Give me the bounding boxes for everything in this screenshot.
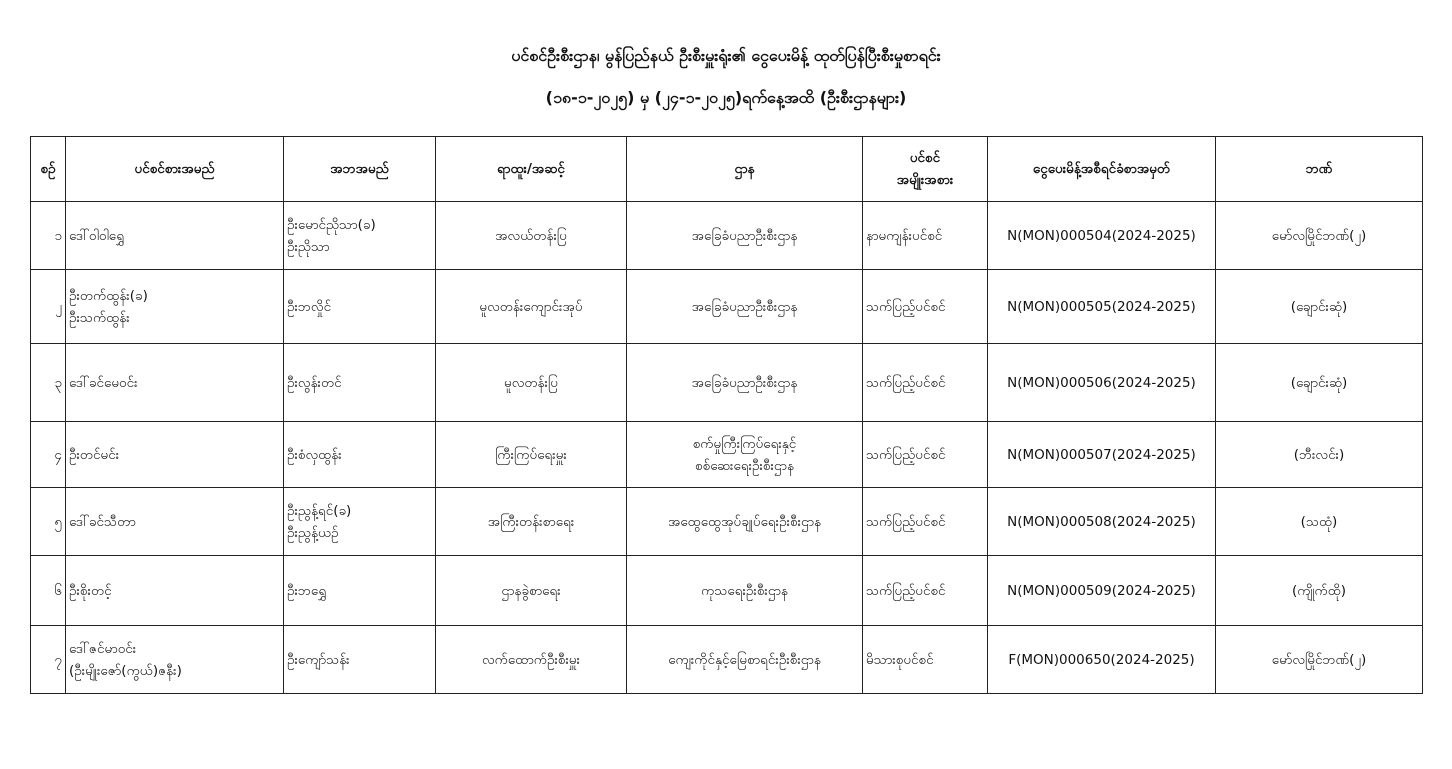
cell-bank: (သထုံ) [1216,488,1423,556]
cell-father-name-line: ဦးညွန့်ရင်(ခ) [287,502,352,519]
cell-father-name [284,344,436,422]
header-no: စဉ် [31,137,66,202]
table-body [31,202,1423,694]
cell-department-line: အထွေထွေအုပ်ချုပ်ရေးဦးစီးဌာန [667,513,822,530]
cell-no: ၅ [31,488,66,556]
header-pension-type-line2: အမျိုးအစား [896,172,954,188]
cell-rank: ကြီးကြပ်ရေးမှူး [436,422,627,488]
cell-department [627,626,863,694]
cell-father-name-line: ဦးလွန်းတင် [287,374,342,391]
cell-pension-type: မိသားစုပင်စင် [863,626,988,694]
cell-pensioner-name-line: ဒေါ်ဇင်မာဝင်း [69,640,137,657]
cell-rank: အကြီးတန်းစာရေး [436,488,627,556]
table-row [31,422,1423,488]
cell-pensioner-name [66,202,284,270]
table-row [31,488,1423,556]
cell-pensioner-name-line: ဒေါ်ဝါဝါရွှေ [69,227,125,244]
cell-father-name-line: ဦးကျော်သန်း [287,651,350,668]
cell-department-line: ကျေးကိုင်နှင့်မြေစာရင်းဦးစီးဌာန [668,651,821,668]
cell-no: ၇ [31,626,66,694]
cell-pension-type: နာမကျန်းပင်စင် [863,202,988,270]
cell-no: ၄ [31,422,66,488]
cell-pension-type: သက်ပြည့်ပင်စင် [863,270,988,344]
cell-department-line: ကုသရေးဦးစီးဌာန [701,582,788,599]
cell-rank: မူလတန်းပြ [436,344,627,422]
cell-father-name [284,626,436,694]
cell-department [627,556,863,626]
cell-pensioner-name-line: ဦးတင်မင်း [69,446,120,463]
cell-pensioner-name [66,626,284,694]
cell-father-name [284,488,436,556]
cell-department-line: အခြေခံပညာဦးစီးဌာန [691,227,798,244]
cell-order-number: N(MON)000505(2024-2025) [988,270,1216,344]
cell-department-line: အခြေခံပညာဦးစီးဌာန [691,374,798,391]
cell-father-name-line: ဦးညိုသာ [287,238,330,255]
cell-department-line: စက်မှုကြီးကြပ်ရေးနှင့် [692,435,797,452]
cell-father-name-line: ဦးဘလှိုင် [287,298,332,315]
cell-no: ၃ [31,344,66,422]
header-pension-type-line1: ပင်စင် [909,150,941,166]
report-title: ပင်စင်ဦးစီးဌာန၊ မွန်ပြည်နယ် ဦးစီးမှူးရုံး၏ ငွေပေးမိန့် ထုတ်ပြန်ပြီးစီးမှုစာရင်း [511,46,941,65]
cell-father-name-line: ဦးဘရွှေ [287,582,327,599]
cell-pensioner-name-line: ဦးစိုးတင့် [69,582,112,599]
cell-pensioner-name-line: ဒေါ်ခင်မေဝင်း [69,374,138,391]
cell-father-name [284,270,436,344]
cell-rank: မူလတန်းကျောင်းအုပ် [436,270,627,344]
cell-bank: (ချောင်းဆုံ) [1216,270,1423,344]
header-bank: ဘဏ် [1216,137,1423,202]
cell-no: ၆ [31,556,66,626]
cell-department [627,202,863,270]
report-date-range: (၁၈-၁-၂၀၂၅) မှ (၂၄-၁-၂၀၂၅)ရက်နေ့အထိ (ဦးစီးဌာနများ) [545,88,907,107]
cell-order-number: N(MON)000507(2024-2025) [988,422,1216,488]
cell-no: ၂ [31,270,66,344]
cell-department [627,344,863,422]
cell-pensioner-name [66,344,284,422]
cell-father-name [284,422,436,488]
table-row [31,626,1423,694]
cell-department [627,270,863,344]
table-row [31,202,1423,270]
cell-department-line: အခြေခံပညာဦးစီးဌာန [691,298,798,315]
cell-pensioner-name-line: ဒေါ်ခင်သီတာ [69,513,136,530]
table-row [31,344,1423,422]
cell-pensioner-name [66,488,284,556]
pension-order-table [30,136,1423,694]
cell-pension-type: သက်ပြည့်ပင်စင် [863,488,988,556]
cell-pensioner-name-line: ဦးသက်ထွန်း [69,309,130,326]
cell-bank: (ကျိုက်ထို) [1216,556,1423,626]
cell-pension-type: သက်ပြည့်ပင်စင် [863,422,988,488]
table-row [31,270,1423,344]
cell-order-number: N(MON)000509(2024-2025) [988,556,1216,626]
cell-order-number: F(MON)000650(2024-2025) [988,626,1216,694]
header-department: ဌာန [627,137,863,202]
header-father-name: အဘအမည် [284,137,436,202]
cell-rank: အလယ်တန်းပြ [436,202,627,270]
cell-father-name [284,202,436,270]
header-pension-type [863,137,988,202]
cell-father-name [284,556,436,626]
cell-order-number: N(MON)000508(2024-2025) [988,488,1216,556]
cell-pensioner-name-line: (ဦးမျိုးဇော်(ကွယ်)ဇနီး) [69,662,182,679]
cell-pensioner-name [66,422,284,488]
cell-father-name-line: ဦးစံလှထွန်း [287,446,342,463]
header-rank: ရာထူး/အဆင့် [436,137,627,202]
cell-rank: ဌာနခွဲစာရေး [436,556,627,626]
cell-order-number: N(MON)000504(2024-2025) [988,202,1216,270]
table-row [31,556,1423,626]
cell-pensioner-name [66,556,284,626]
cell-pensioner-name [66,270,284,344]
cell-pensioner-name-line: ဦးတက်ထွန်း(ခ) [69,287,148,304]
cell-father-name-line: ဦးမောင်ညိုသာ(ခ) [287,216,376,233]
cell-pension-type: သက်ပြည့်ပင်စင် [863,344,988,422]
cell-father-name-line: ဦးညွန့်ယဉ် [287,524,339,541]
header-pensioner-name: ပင်စင်စားအမည် [66,137,284,202]
cell-order-number: N(MON)000506(2024-2025) [988,344,1216,422]
cell-rank: လက်ထောက်ဦးစီးမှူး [436,626,627,694]
cell-bank: (ချောင်းဆုံ) [1216,344,1423,422]
cell-pension-type: သက်ပြည့်ပင်စင် [863,556,988,626]
cell-bank: မော်လမြိုင်ဘဏ်(၂) [1216,202,1423,270]
table-header-row [31,137,1423,202]
cell-bank: (ဘီးလင်း) [1216,422,1423,488]
cell-no: ၁ [31,202,66,270]
cell-department-line: စစ်ဆေးရေးဦးစီးဌာန [695,457,794,474]
cell-department [627,422,863,488]
cell-department [627,488,863,556]
header-order-number: ငွေပေးမိန့်အစီရင်ခံစာအမှတ် [988,137,1216,202]
cell-bank: မော်လမြိုင်ဘဏ်(၂) [1216,626,1423,694]
